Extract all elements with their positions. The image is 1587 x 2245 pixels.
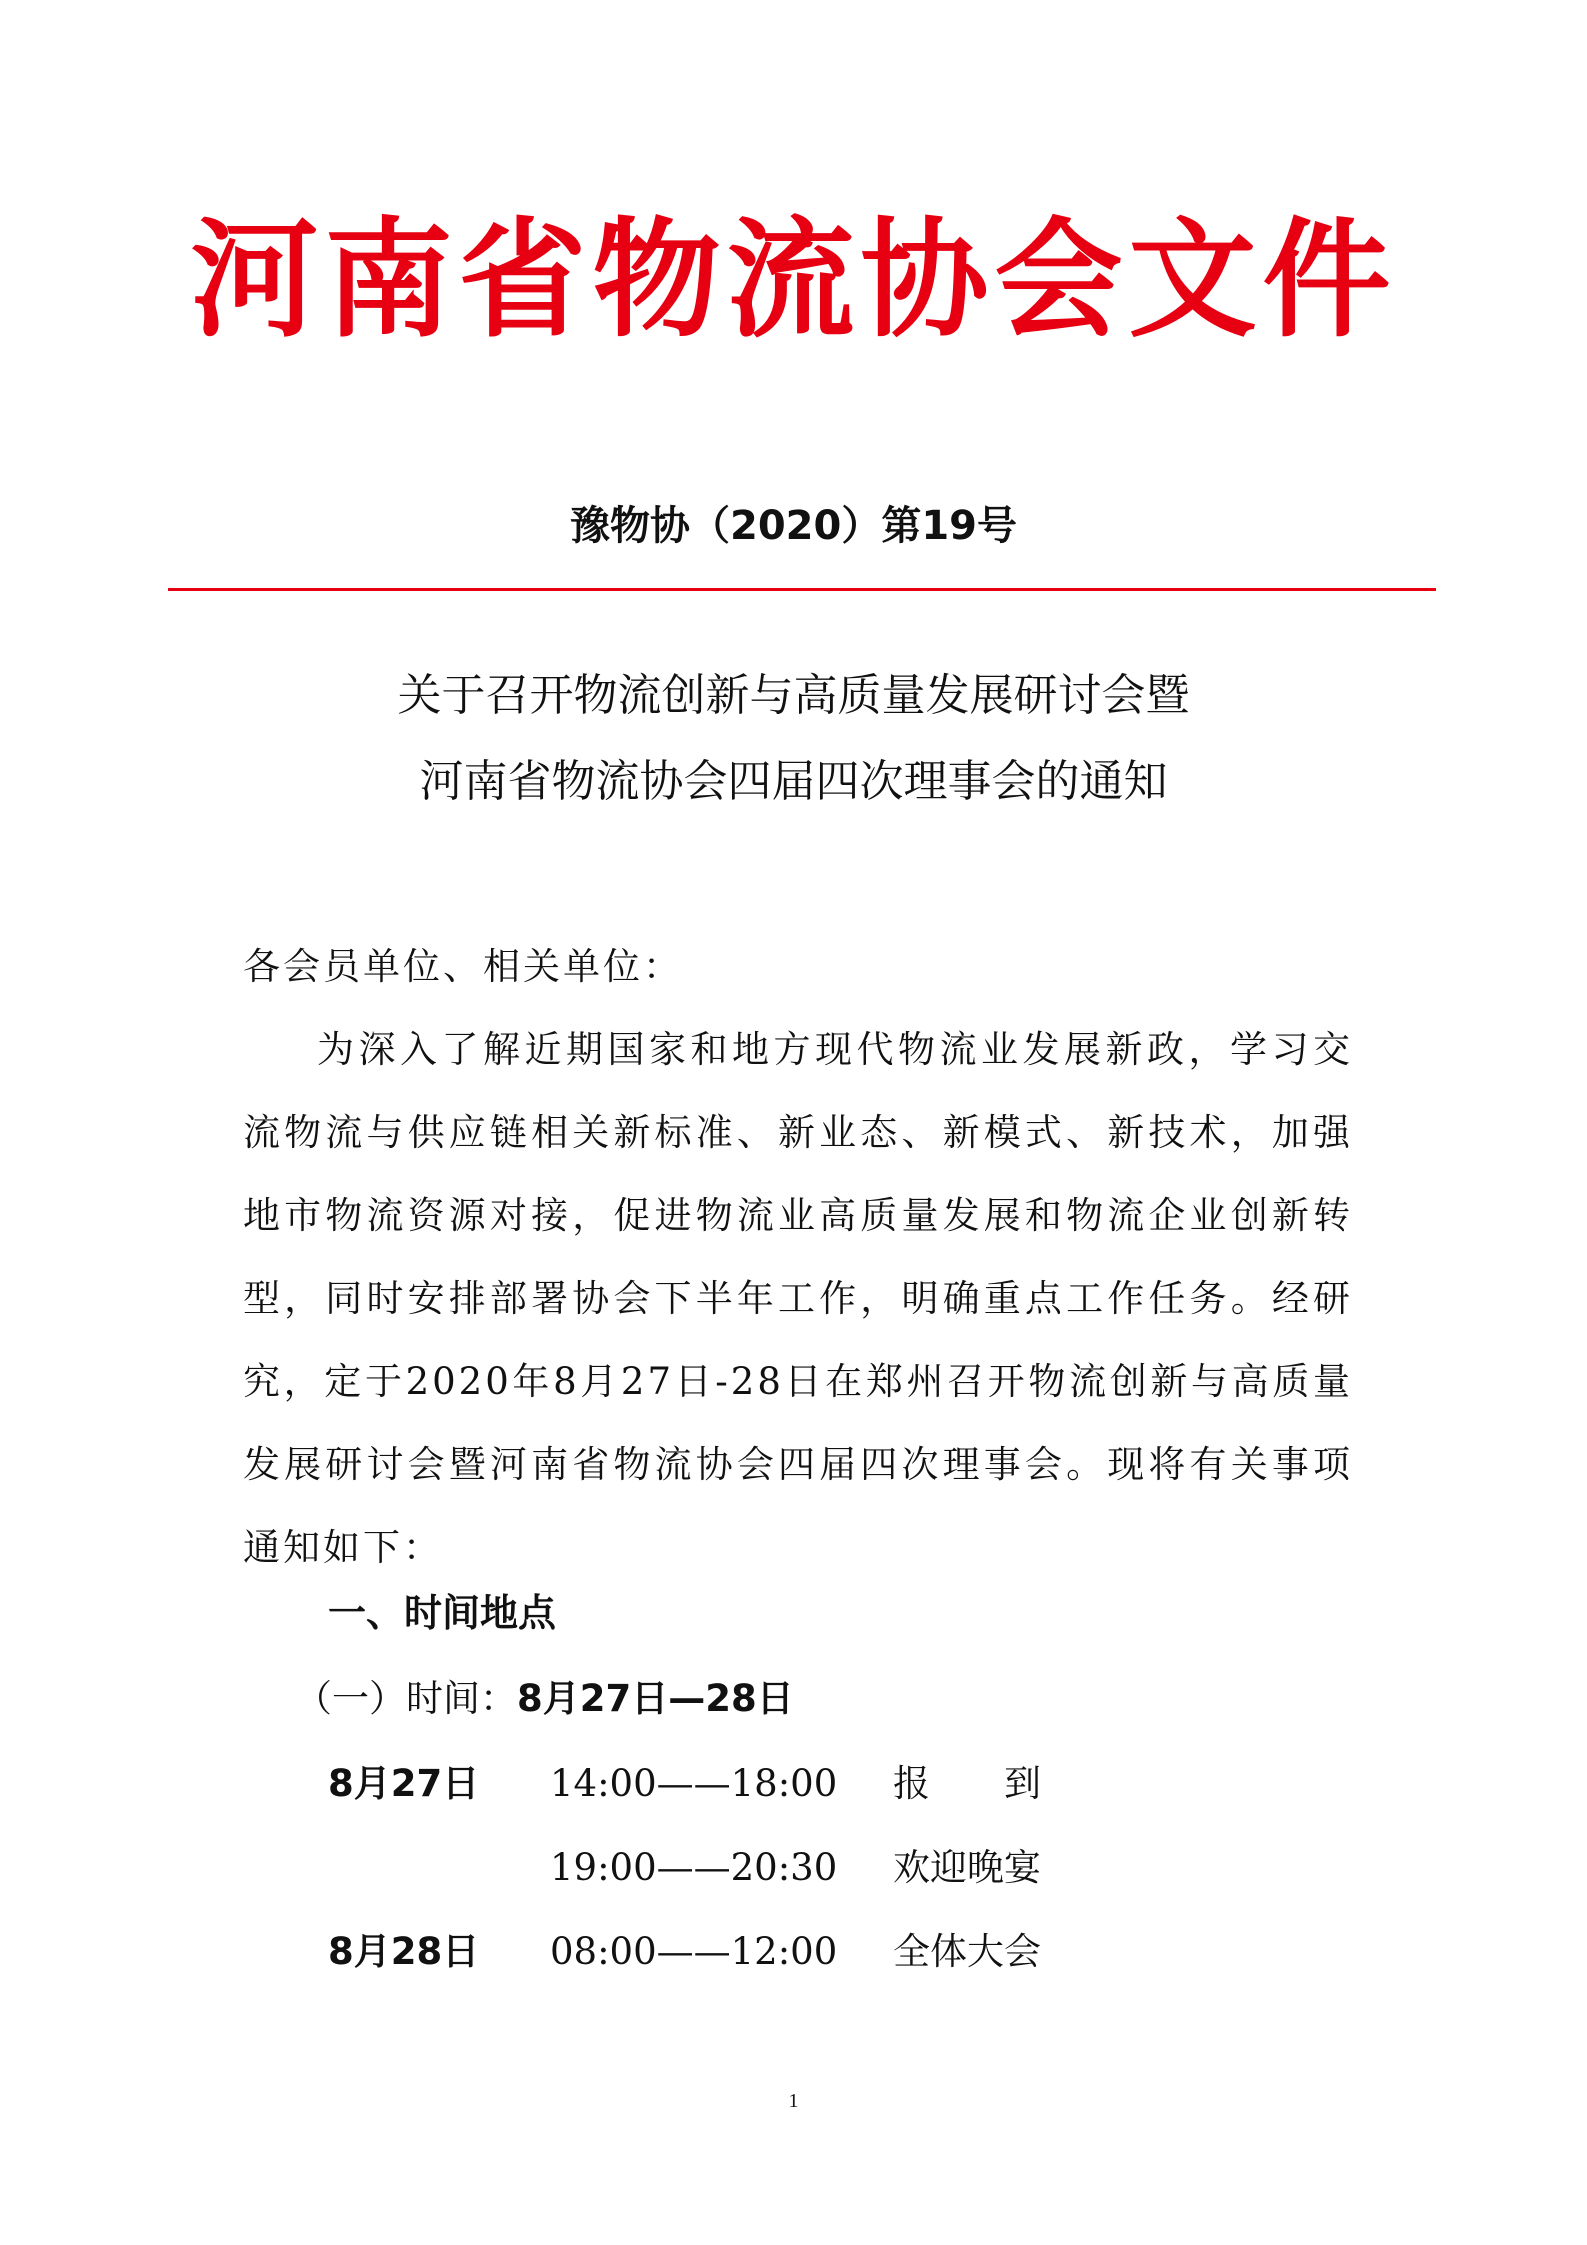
body-paragraph: 为深入了解近期国家和地方现代物流业发展新政，学习交流物流与供应链相关新标准、新业态、新模式、新技术，加强地市物流资源对接，促进物流业高质量发展和物流企业创新转型，同时安排部署协会下半年工作，明确重点工作任务。经研究，定于2020年8月27日-28日在郑州召开物流创新与高质量发展研讨会暨河南省物流协会四届四次理事会。现将有关事项通知如下：: [243, 1028, 1353, 1569]
schedule-time: 08:00——12:00: [550, 1930, 838, 1973]
schedule-event: 欢迎晚宴: [893, 1846, 1041, 1889]
schedule-row: [328, 1754, 1041, 1814]
time-line: [295, 1669, 794, 1729]
masthead-title: 河南省物流协会文件: [190, 205, 1397, 355]
page-number: 1: [788, 2090, 799, 2112]
section-heading-time-place: 一、时间地点: [328, 1591, 557, 1635]
document-number: 豫物协（2020）第19号: [570, 503, 1017, 549]
time-label: （一）时间：: [295, 1677, 517, 1720]
schedule-time: 14:00——18:00: [550, 1762, 838, 1805]
body-text: [243, 925, 1353, 1589]
schedule-day: 8月27日: [328, 1762, 480, 1805]
schedule-row: [328, 1838, 1041, 1898]
salutation: 各会员单位、相关单位：: [243, 945, 683, 988]
schedule-time: 19:00——20:30: [550, 1846, 838, 1889]
schedule-day: 8月28日: [328, 1930, 480, 1973]
notice-title-line-1: 关于召开物流创新与高质量发展研讨会暨: [397, 670, 1190, 721]
schedule-event: 全体大会: [893, 1930, 1041, 1973]
notice-title-line-2: 河南省物流协会四届四次理事会的通知: [419, 756, 1168, 807]
schedule-row: [328, 1922, 1041, 1982]
schedule-event: 报 到: [893, 1762, 1041, 1805]
red-divider: [168, 588, 1436, 591]
time-value: 8月27日—28日: [517, 1677, 794, 1720]
